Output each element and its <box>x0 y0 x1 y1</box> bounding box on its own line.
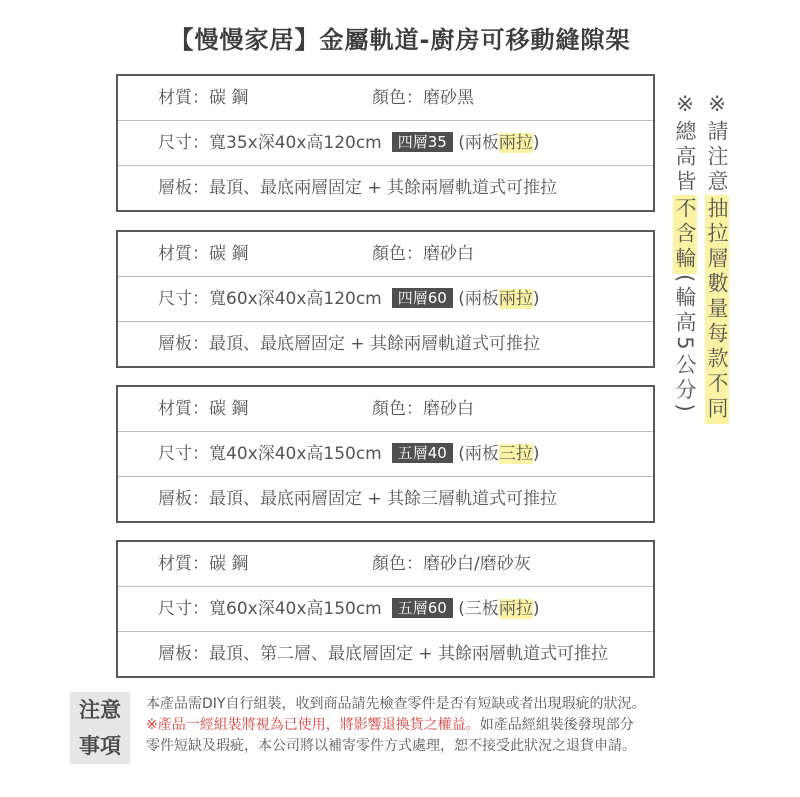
color-text: 顏色：磨砂黑 <box>372 88 474 108</box>
spec-box-1 <box>116 74 655 212</box>
vertical-note-height <box>672 92 698 416</box>
paren-open: (三板 <box>458 599 499 619</box>
shelf-text: 層板：最頂、最底兩層固定 + 其餘兩層軌道式可推拉 <box>158 178 558 198</box>
notice-label-line1: 注意 <box>79 698 121 722</box>
shelf-text: 層板：最頂、第二層、最底層固定 + 其餘兩層軌道式可推拉 <box>158 644 609 664</box>
material-text: 材質：碳 鋼 <box>158 399 249 419</box>
color-text: 顏色：磨砂白/磨砂灰 <box>372 554 531 574</box>
notice-line-3: 零件短缺及瑕疵，本公司將以補寄零件方式處理，恕不接受此狀況之退貨申請。 <box>146 738 636 754</box>
pull-count: 三拉 <box>498 444 533 464</box>
size-row <box>118 587 653 632</box>
material-text: 材質：碳 鋼 <box>158 244 249 264</box>
vertical-note-highlight: 不含輪 <box>673 197 697 272</box>
size-row <box>118 432 653 477</box>
pull-count: 兩拉 <box>498 133 533 153</box>
shelf-text: 層板：最頂、最底層固定 + 其餘兩層軌道式可推拉 <box>158 334 541 354</box>
shelf-row <box>118 322 653 366</box>
size-text: 尺寸：寬35x深40x高120cm <box>158 133 382 153</box>
pull-count: 兩拉 <box>498 289 533 309</box>
size-text: 尺寸：寬40x深40x高150cm <box>158 444 382 464</box>
material-color-row <box>118 76 653 121</box>
size-row <box>118 277 653 322</box>
material-text: 材質：碳 鋼 <box>158 554 249 574</box>
model-badge: 五層60 <box>392 598 453 618</box>
spec-box-4 <box>116 540 655 678</box>
notice-line-2-rest: 如產品經組裝後發現部分 <box>479 717 634 733</box>
shelf-row <box>118 632 653 676</box>
shelf-row <box>118 166 653 210</box>
paren-close: ) <box>532 599 540 619</box>
paren-open: (兩板 <box>458 133 499 153</box>
notice-line-2 <box>146 715 786 736</box>
material-color-row <box>118 387 653 432</box>
spec-box-2 <box>116 230 655 368</box>
shelf-text: 層板：最頂、最底兩層固定 + 其餘三層軌道式可推拉 <box>158 489 558 509</box>
model-badge: 五層40 <box>392 443 453 463</box>
size-text: 尺寸：寬60x深40x高120cm <box>158 289 382 309</box>
vertical-note-prefix: ※總高皆 <box>673 92 697 195</box>
paren-close: ) <box>532 444 540 464</box>
vertical-note-highlight: 抽拉層數量每款不同 <box>705 197 729 422</box>
notice-text <box>146 694 786 757</box>
vertical-note-pull-layers <box>704 92 730 424</box>
paren-open: (兩板 <box>458 289 499 309</box>
vertical-note-suffix: (輪高5公分) <box>673 274 697 416</box>
paren-open: (兩板 <box>458 444 499 464</box>
vertical-note-prefix: ※請注意 <box>705 92 729 195</box>
page-title: 【慢慢家居】金屬軌道-廚房可移動縫隙架 <box>169 26 631 54</box>
notice-label <box>70 692 130 764</box>
size-text: 尺寸：寬60x深40x高150cm <box>158 599 382 619</box>
material-color-row <box>118 542 653 587</box>
size-row <box>118 121 653 166</box>
model-badge: 四層60 <box>392 288 453 308</box>
pull-count: 兩拉 <box>498 599 533 619</box>
notice-label-line2: 事項 <box>79 734 121 758</box>
material-color-row <box>118 232 653 277</box>
spec-box-3 <box>116 385 655 523</box>
paren-close: ) <box>532 133 540 153</box>
material-text: 材質：碳 鋼 <box>158 88 249 108</box>
color-text: 顏色：磨砂白 <box>372 399 474 419</box>
paren-close: ) <box>532 289 540 309</box>
notice-warning: ※產品一經組裝將視為已使用，將影響退換貨之權益。 <box>146 717 480 733</box>
notice-line-1: 本產品需DIY自行組裝，收到商品請先檢查零件是否有短缺或者出現瑕疵的狀況。 <box>146 696 646 712</box>
color-text: 顏色：磨砂白 <box>372 244 474 264</box>
shelf-row <box>118 477 653 521</box>
model-badge: 四層35 <box>392 132 453 152</box>
